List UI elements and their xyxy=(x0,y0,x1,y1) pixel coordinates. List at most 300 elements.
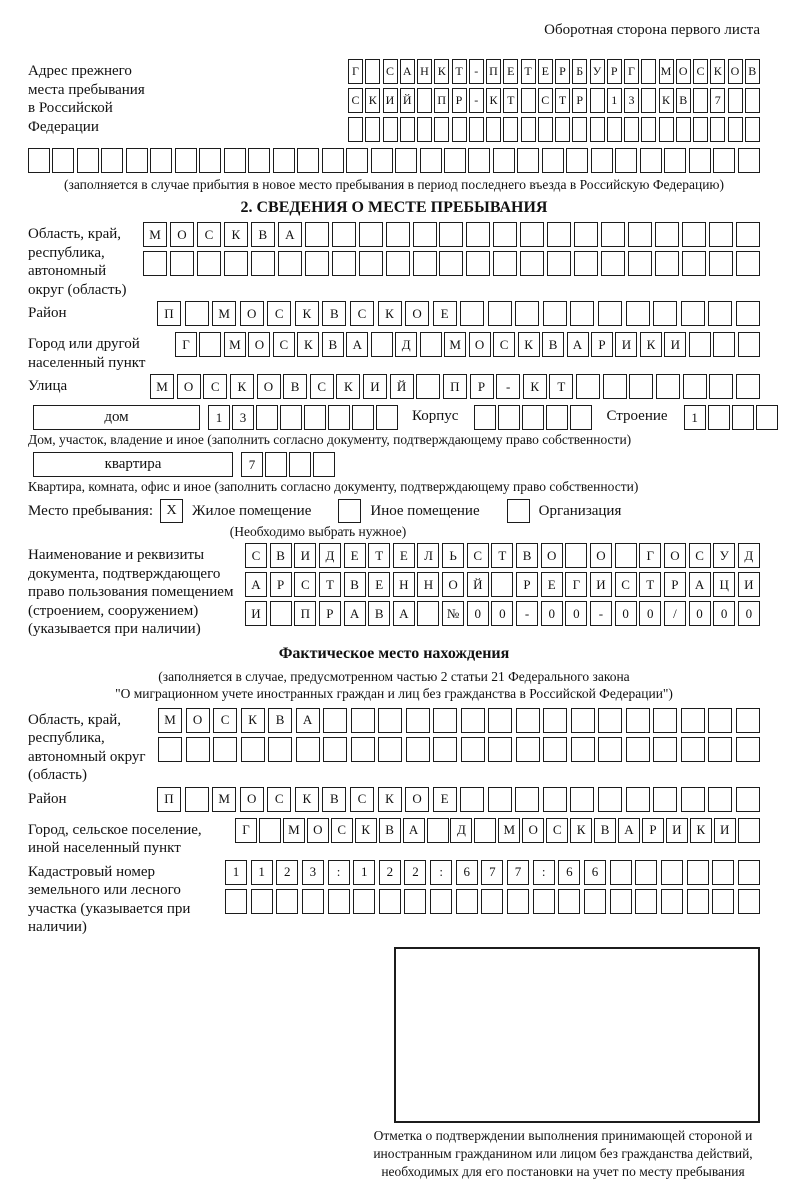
char-cell[interactable]: О xyxy=(676,59,691,84)
char-cell[interactable]: М xyxy=(444,332,466,357)
char-cell[interactable] xyxy=(653,708,677,733)
char-cell[interactable]: Н xyxy=(417,572,439,597)
char-cell[interactable] xyxy=(430,889,452,914)
char-cell[interactable] xyxy=(417,601,439,626)
char-cell[interactable]: Т xyxy=(639,572,661,597)
char-cell[interactable] xyxy=(143,251,167,276)
char-cell[interactable] xyxy=(626,737,650,762)
char-cell[interactable] xyxy=(598,301,622,326)
char-cell[interactable] xyxy=(689,148,711,173)
char-cell[interactable] xyxy=(543,301,567,326)
char-cell[interactable] xyxy=(488,787,512,812)
char-cell[interactable] xyxy=(259,818,281,843)
char-cell[interactable] xyxy=(709,251,733,276)
char-cell[interactable]: № xyxy=(442,601,464,626)
char-cell[interactable]: / xyxy=(664,601,686,626)
char-cell[interactable] xyxy=(713,148,735,173)
char-cell[interactable]: В xyxy=(322,301,346,326)
char-cell[interactable] xyxy=(659,117,674,142)
char-cell[interactable]: 1 xyxy=(353,860,375,885)
char-cell[interactable] xyxy=(615,543,637,568)
char-cell[interactable] xyxy=(522,405,544,430)
char-cell[interactable]: И xyxy=(245,601,267,626)
char-cell[interactable]: Т xyxy=(368,543,390,568)
char-cell[interactable] xyxy=(225,889,247,914)
char-cell[interactable]: Т xyxy=(491,543,513,568)
char-cell[interactable] xyxy=(628,222,652,247)
char-cell[interactable] xyxy=(712,889,734,914)
char-cell[interactable]: А xyxy=(344,601,366,626)
char-cell[interactable] xyxy=(736,374,760,399)
char-cell[interactable]: М xyxy=(498,818,520,843)
char-cell[interactable]: Т xyxy=(452,59,467,84)
char-cell[interactable]: Т xyxy=(503,88,518,113)
char-cell[interactable]: С xyxy=(348,88,363,113)
char-cell[interactable] xyxy=(469,117,484,142)
char-cell[interactable]: Р xyxy=(555,59,570,84)
char-cell[interactable] xyxy=(693,88,708,113)
char-cell[interactable] xyxy=(101,148,123,173)
char-cell[interactable] xyxy=(346,148,368,173)
char-cell[interactable]: О xyxy=(664,543,686,568)
char-cell[interactable] xyxy=(158,737,182,762)
char-cell[interactable]: К xyxy=(640,332,662,357)
char-cell[interactable]: Й xyxy=(467,572,489,597)
char-cell[interactable]: К xyxy=(659,88,674,113)
char-cell[interactable]: Р xyxy=(664,572,686,597)
char-cell[interactable] xyxy=(683,374,707,399)
char-cell[interactable]: : xyxy=(328,860,350,885)
char-cell[interactable]: Ь xyxy=(442,543,464,568)
char-cell[interactable] xyxy=(738,818,760,843)
char-cell[interactable]: - xyxy=(590,601,612,626)
char-cell[interactable]: А xyxy=(278,222,302,247)
char-cell[interactable] xyxy=(280,405,302,430)
char-cell[interactable] xyxy=(584,889,606,914)
other-premises-checkbox[interactable] xyxy=(338,499,361,523)
char-cell[interactable] xyxy=(444,148,466,173)
char-cell[interactable]: А xyxy=(403,818,425,843)
char-cell[interactable] xyxy=(736,708,760,733)
char-cell[interactable] xyxy=(709,222,733,247)
char-cell[interactable]: 2 xyxy=(276,860,298,885)
char-cell[interactable]: П xyxy=(486,59,501,84)
char-cell[interactable]: Е xyxy=(541,572,563,597)
char-cell[interactable]: И xyxy=(294,543,316,568)
char-cell[interactable] xyxy=(365,117,380,142)
char-cell[interactable] xyxy=(302,889,324,914)
char-cell[interactable]: Н xyxy=(393,572,415,597)
char-cell[interactable]: Д xyxy=(319,543,341,568)
char-cell[interactable]: М xyxy=(158,708,182,733)
char-cell[interactable] xyxy=(332,222,356,247)
char-cell[interactable]: И xyxy=(664,332,686,357)
char-cell[interactable]: 3 xyxy=(232,405,254,430)
char-cell[interactable] xyxy=(635,860,657,885)
char-cell[interactable] xyxy=(433,737,457,762)
char-cell[interactable]: 0 xyxy=(689,601,711,626)
char-cell[interactable]: С xyxy=(310,374,334,399)
char-cell[interactable] xyxy=(653,737,677,762)
char-cell[interactable] xyxy=(328,889,350,914)
char-cell[interactable] xyxy=(598,737,622,762)
char-cell[interactable]: М xyxy=(283,818,305,843)
char-cell[interactable]: Т xyxy=(319,572,341,597)
char-cell[interactable] xyxy=(590,117,605,142)
char-cell[interactable]: В xyxy=(270,543,292,568)
char-cell[interactable]: 6 xyxy=(584,860,606,885)
char-cell[interactable] xyxy=(610,860,632,885)
char-cell[interactable] xyxy=(439,251,463,276)
char-cell[interactable] xyxy=(150,148,172,173)
char-cell[interactable]: Е xyxy=(393,543,415,568)
char-cell[interactable] xyxy=(348,117,363,142)
char-cell[interactable] xyxy=(640,148,662,173)
char-cell[interactable] xyxy=(516,708,540,733)
char-cell[interactable] xyxy=(629,374,653,399)
char-cell[interactable] xyxy=(601,251,625,276)
char-cell[interactable] xyxy=(241,737,265,762)
char-cell[interactable] xyxy=(661,860,683,885)
char-cell[interactable] xyxy=(491,572,513,597)
char-cell[interactable] xyxy=(352,405,374,430)
char-cell[interactable] xyxy=(359,251,383,276)
char-cell[interactable] xyxy=(304,405,326,430)
char-cell[interactable] xyxy=(635,889,657,914)
char-cell[interactable]: Д xyxy=(395,332,417,357)
char-cell[interactable]: К xyxy=(378,301,402,326)
char-cell[interactable] xyxy=(461,737,485,762)
char-cell[interactable] xyxy=(434,117,449,142)
char-cell[interactable]: С xyxy=(467,543,489,568)
char-cell[interactable] xyxy=(664,148,686,173)
char-cell[interactable]: О xyxy=(728,59,743,84)
residential-checkbox[interactable]: X xyxy=(160,499,183,523)
char-cell[interactable] xyxy=(386,251,410,276)
char-cell[interactable] xyxy=(655,222,679,247)
char-cell[interactable] xyxy=(332,251,356,276)
char-cell[interactable]: И xyxy=(615,332,637,357)
char-cell[interactable] xyxy=(681,708,705,733)
char-cell[interactable]: С xyxy=(245,543,267,568)
char-cell[interactable] xyxy=(603,374,627,399)
char-cell[interactable] xyxy=(728,117,743,142)
char-cell[interactable] xyxy=(395,148,417,173)
char-cell[interactable] xyxy=(687,889,709,914)
char-cell[interactable]: 0 xyxy=(738,601,760,626)
char-cell[interactable] xyxy=(439,222,463,247)
char-cell[interactable]: Ц xyxy=(713,572,735,597)
char-cell[interactable] xyxy=(607,117,622,142)
char-cell[interactable]: Р xyxy=(319,601,341,626)
char-cell[interactable] xyxy=(199,148,221,173)
char-cell[interactable]: В xyxy=(368,601,390,626)
char-cell[interactable]: Р xyxy=(642,818,664,843)
char-cell[interactable] xyxy=(710,117,725,142)
char-cell[interactable] xyxy=(565,543,587,568)
char-cell[interactable]: Е xyxy=(433,787,457,812)
char-cell[interactable]: П xyxy=(157,301,181,326)
char-cell[interactable]: Л xyxy=(417,543,439,568)
char-cell[interactable]: К xyxy=(523,374,547,399)
char-cell[interactable]: Т xyxy=(521,59,536,84)
char-cell[interactable]: Р xyxy=(270,572,292,597)
char-cell[interactable]: - xyxy=(496,374,520,399)
char-cell[interactable] xyxy=(574,251,598,276)
char-cell[interactable]: К xyxy=(297,332,319,357)
char-cell[interactable] xyxy=(521,88,536,113)
char-cell[interactable] xyxy=(365,59,380,84)
char-cell[interactable] xyxy=(278,251,302,276)
char-cell[interactable]: 7 xyxy=(507,860,529,885)
char-cell[interactable] xyxy=(576,374,600,399)
char-cell[interactable] xyxy=(732,405,754,430)
char-cell[interactable]: С xyxy=(689,543,711,568)
char-cell[interactable] xyxy=(493,148,515,173)
char-cell[interactable] xyxy=(268,737,292,762)
char-cell[interactable] xyxy=(126,148,148,173)
char-cell[interactable]: И xyxy=(363,374,387,399)
char-cell[interactable] xyxy=(570,787,594,812)
char-cell[interactable] xyxy=(185,787,209,812)
char-cell[interactable]: С xyxy=(273,332,295,357)
char-cell[interactable]: М xyxy=(150,374,174,399)
char-cell[interactable]: В xyxy=(745,59,760,84)
char-cell[interactable] xyxy=(28,148,50,173)
char-cell[interactable] xyxy=(756,405,778,430)
char-cell[interactable] xyxy=(452,117,467,142)
char-cell[interactable] xyxy=(570,405,592,430)
char-cell[interactable] xyxy=(681,301,705,326)
char-cell[interactable] xyxy=(175,148,197,173)
char-cell[interactable]: О xyxy=(248,332,270,357)
char-cell[interactable]: С xyxy=(538,88,553,113)
char-cell[interactable] xyxy=(507,889,529,914)
char-cell[interactable]: У xyxy=(713,543,735,568)
char-cell[interactable] xyxy=(328,405,350,430)
char-cell[interactable]: К xyxy=(570,818,592,843)
char-cell[interactable]: О xyxy=(405,787,429,812)
char-cell[interactable]: М xyxy=(659,59,674,84)
char-cell[interactable] xyxy=(736,787,760,812)
char-cell[interactable]: К xyxy=(241,708,265,733)
char-cell[interactable]: : xyxy=(430,860,452,885)
char-cell[interactable] xyxy=(323,737,347,762)
char-cell[interactable] xyxy=(641,59,656,84)
char-cell[interactable] xyxy=(270,601,292,626)
char-cell[interactable]: Б xyxy=(572,59,587,84)
char-cell[interactable] xyxy=(682,222,706,247)
char-cell[interactable] xyxy=(427,818,449,843)
char-cell[interactable]: 6 xyxy=(456,860,478,885)
char-cell[interactable]: 0 xyxy=(615,601,637,626)
char-cell[interactable] xyxy=(379,889,401,914)
char-cell[interactable] xyxy=(546,405,568,430)
char-cell[interactable] xyxy=(738,148,760,173)
char-cell[interactable] xyxy=(709,374,733,399)
char-cell[interactable] xyxy=(601,222,625,247)
char-cell[interactable]: Р xyxy=(572,88,587,113)
char-cell[interactable] xyxy=(572,117,587,142)
char-cell[interactable]: К xyxy=(434,59,449,84)
char-cell[interactable]: А xyxy=(567,332,589,357)
char-cell[interactable]: Р xyxy=(452,88,467,113)
char-cell[interactable]: О xyxy=(469,332,491,357)
char-cell[interactable]: Р xyxy=(516,572,538,597)
char-cell[interactable] xyxy=(610,889,632,914)
char-cell[interactable] xyxy=(313,452,335,477)
char-cell[interactable] xyxy=(708,301,732,326)
char-cell[interactable] xyxy=(515,301,539,326)
char-cell[interactable] xyxy=(543,787,567,812)
char-cell[interactable] xyxy=(386,222,410,247)
char-cell[interactable] xyxy=(708,737,732,762)
char-cell[interactable] xyxy=(520,222,544,247)
char-cell[interactable]: 2 xyxy=(379,860,401,885)
char-cell[interactable] xyxy=(224,148,246,173)
char-cell[interactable]: Г xyxy=(175,332,197,357)
char-cell[interactable]: В xyxy=(516,543,538,568)
char-cell[interactable]: - xyxy=(469,88,484,113)
char-cell[interactable]: 1 xyxy=(607,88,622,113)
char-cell[interactable] xyxy=(474,818,496,843)
char-cell[interactable]: С xyxy=(294,572,316,597)
char-cell[interactable]: О xyxy=(541,543,563,568)
char-cell[interactable] xyxy=(676,117,691,142)
char-cell[interactable] xyxy=(297,148,319,173)
char-cell[interactable] xyxy=(543,708,567,733)
char-cell[interactable]: С xyxy=(350,301,374,326)
char-cell[interactable]: С xyxy=(267,787,291,812)
char-cell[interactable]: С xyxy=(331,818,353,843)
char-cell[interactable]: О xyxy=(590,543,612,568)
char-cell[interactable] xyxy=(481,889,503,914)
char-cell[interactable] xyxy=(708,405,730,430)
char-cell[interactable] xyxy=(378,737,402,762)
char-cell[interactable] xyxy=(745,117,760,142)
char-cell[interactable] xyxy=(558,889,580,914)
char-cell[interactable]: Р xyxy=(591,332,613,357)
char-cell[interactable] xyxy=(400,117,415,142)
char-cell[interactable]: 1 xyxy=(225,860,247,885)
char-cell[interactable]: 3 xyxy=(302,860,324,885)
char-cell[interactable] xyxy=(538,117,553,142)
char-cell[interactable] xyxy=(276,889,298,914)
char-cell[interactable] xyxy=(641,88,656,113)
char-cell[interactable] xyxy=(713,332,735,357)
char-cell[interactable]: С xyxy=(203,374,227,399)
char-cell[interactable] xyxy=(521,117,536,142)
char-cell[interactable] xyxy=(533,889,555,914)
char-cell[interactable]: М xyxy=(212,301,236,326)
char-cell[interactable] xyxy=(251,251,275,276)
char-cell[interactable] xyxy=(681,737,705,762)
char-cell[interactable] xyxy=(693,117,708,142)
char-cell[interactable] xyxy=(378,708,402,733)
char-cell[interactable]: О xyxy=(257,374,281,399)
char-cell[interactable]: 7 xyxy=(481,860,503,885)
char-cell[interactable]: В xyxy=(676,88,691,113)
char-cell[interactable] xyxy=(628,251,652,276)
char-cell[interactable] xyxy=(689,332,711,357)
char-cell[interactable]: Й xyxy=(390,374,414,399)
char-cell[interactable]: А xyxy=(393,601,415,626)
char-cell[interactable]: И xyxy=(383,88,398,113)
char-cell[interactable] xyxy=(186,737,210,762)
char-cell[interactable] xyxy=(571,708,595,733)
char-cell[interactable]: 3 xyxy=(624,88,639,113)
char-cell[interactable] xyxy=(566,148,588,173)
char-cell[interactable] xyxy=(376,405,398,430)
char-cell[interactable] xyxy=(598,708,622,733)
char-cell[interactable]: С xyxy=(213,708,237,733)
char-cell[interactable]: Е xyxy=(503,59,518,84)
char-cell[interactable] xyxy=(543,737,567,762)
char-cell[interactable] xyxy=(224,251,248,276)
char-cell[interactable]: 7 xyxy=(710,88,725,113)
char-cell[interactable]: 0 xyxy=(541,601,563,626)
char-cell[interactable]: 0 xyxy=(565,601,587,626)
char-cell[interactable] xyxy=(433,708,457,733)
char-cell[interactable]: Й xyxy=(400,88,415,113)
char-cell[interactable] xyxy=(322,148,344,173)
char-cell[interactable]: : xyxy=(533,860,555,885)
char-cell[interactable]: Е xyxy=(538,59,553,84)
char-cell[interactable] xyxy=(52,148,74,173)
char-cell[interactable]: К xyxy=(295,301,319,326)
char-cell[interactable]: В xyxy=(542,332,564,357)
organization-checkbox[interactable] xyxy=(507,499,530,523)
char-cell[interactable]: Г xyxy=(624,59,639,84)
char-cell[interactable] xyxy=(420,332,442,357)
char-cell[interactable] xyxy=(738,889,760,914)
char-cell[interactable] xyxy=(417,88,432,113)
char-cell[interactable]: К xyxy=(486,88,501,113)
char-cell[interactable] xyxy=(728,88,743,113)
char-cell[interactable] xyxy=(404,889,426,914)
char-cell[interactable] xyxy=(460,787,484,812)
char-cell[interactable]: У xyxy=(590,59,605,84)
char-cell[interactable] xyxy=(383,117,398,142)
char-cell[interactable] xyxy=(488,737,512,762)
char-cell[interactable] xyxy=(708,787,732,812)
char-cell[interactable]: Т xyxy=(549,374,573,399)
char-cell[interactable] xyxy=(296,737,320,762)
char-cell[interactable] xyxy=(371,148,393,173)
char-cell[interactable]: 0 xyxy=(491,601,513,626)
char-cell[interactable]: В xyxy=(268,708,292,733)
char-cell[interactable] xyxy=(687,860,709,885)
char-cell[interactable]: В xyxy=(283,374,307,399)
char-cell[interactable] xyxy=(351,737,375,762)
char-cell[interactable]: С xyxy=(350,787,374,812)
char-cell[interactable]: С xyxy=(546,818,568,843)
char-cell[interactable]: С xyxy=(267,301,291,326)
char-cell[interactable] xyxy=(736,222,760,247)
char-cell[interactable] xyxy=(736,737,760,762)
char-cell[interactable]: К xyxy=(355,818,377,843)
char-cell[interactable]: 1 xyxy=(251,860,273,885)
char-cell[interactable] xyxy=(486,117,501,142)
char-cell[interactable]: 0 xyxy=(639,601,661,626)
char-cell[interactable]: К xyxy=(336,374,360,399)
char-cell[interactable] xyxy=(185,301,209,326)
char-cell[interactable] xyxy=(468,148,490,173)
char-cell[interactable] xyxy=(265,452,287,477)
char-cell[interactable] xyxy=(353,889,375,914)
char-cell[interactable]: И xyxy=(714,818,736,843)
char-cell[interactable]: В xyxy=(251,222,275,247)
